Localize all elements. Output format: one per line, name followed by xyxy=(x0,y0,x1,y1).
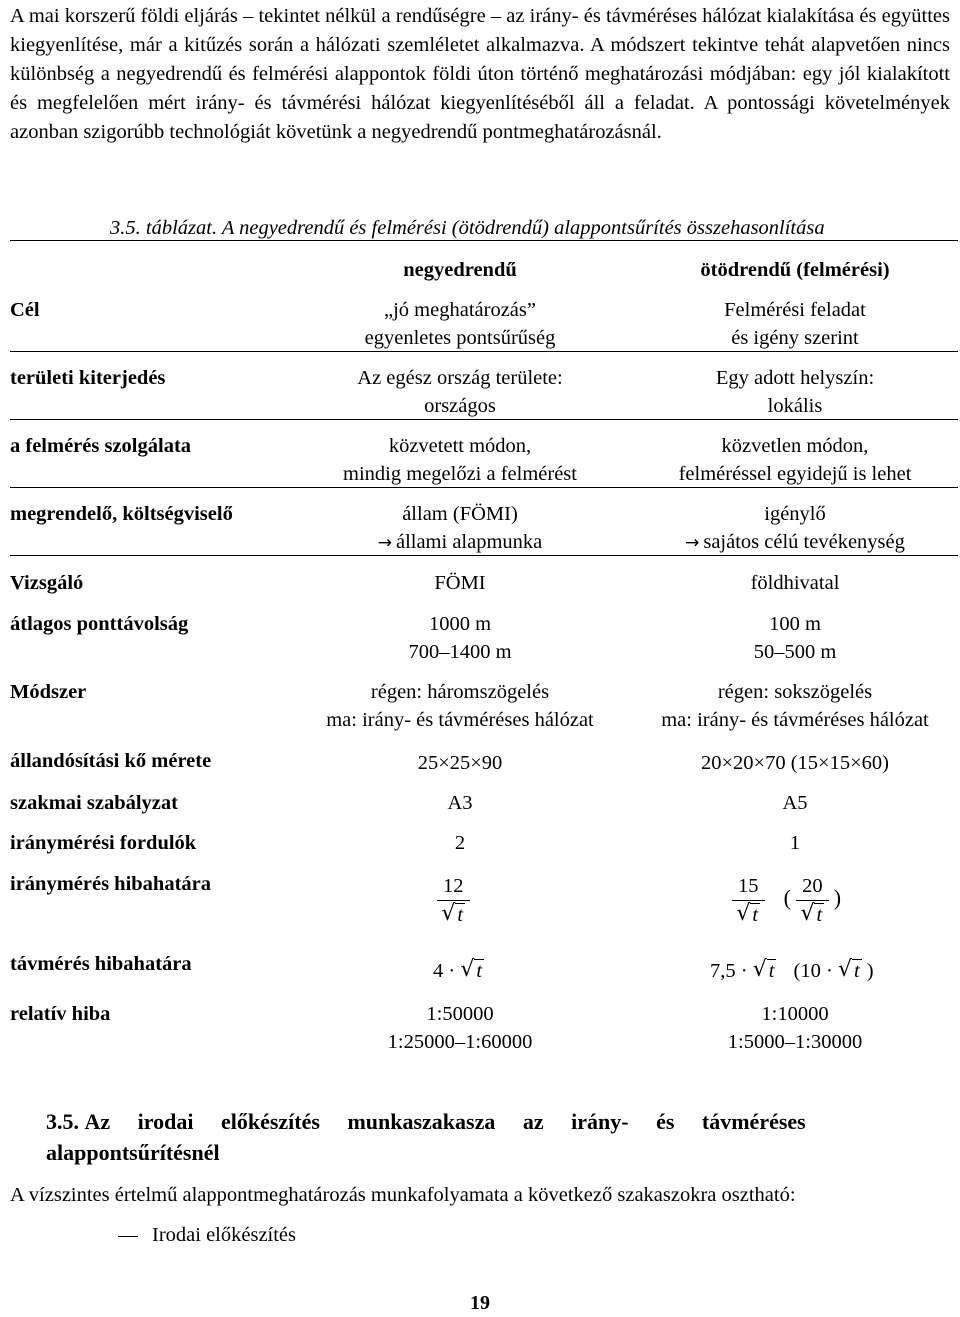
fraction-denominator xyxy=(796,901,829,929)
sqrt-symbol xyxy=(838,957,862,985)
row-label-vizsgalo: Vizsgáló xyxy=(10,572,84,594)
cell-vizsgalo-col1: FÖMI xyxy=(434,572,486,594)
cell-line: ma: irány- és távméréses hálózat xyxy=(661,709,929,731)
cell-line: országos xyxy=(424,395,496,417)
cell-megrendelo-col2 xyxy=(630,500,960,557)
multiply-dot: · xyxy=(740,960,748,982)
sqrt-symbol xyxy=(753,957,777,985)
cell-ko-merete-col1: 25×25×90 xyxy=(417,752,503,774)
cell-megrendelo-col1 xyxy=(300,500,620,557)
coefficient: 4 xyxy=(433,960,444,982)
radicand: t xyxy=(752,904,759,926)
cell-ko-merete-col2: 20×20×70 (15×15×60) xyxy=(700,752,890,774)
cell-modszer-col2 xyxy=(630,678,960,734)
cell-line: 1:10000 xyxy=(761,1003,829,1025)
row-label-tavmeres-hibahatara: távmérés hibahatára xyxy=(10,953,192,975)
close-paren: ) xyxy=(833,885,842,911)
cell-line: „jó meghatározás” xyxy=(384,299,536,321)
cell-line: 1:5000–1:30000 xyxy=(727,1031,863,1053)
sqrt-symbol xyxy=(460,957,484,985)
radicand: t xyxy=(853,960,860,982)
section-paragraph: A vízszintes értelmű alappontmeghatározás munkafolyamata a következő szakaszokra osztható: xyxy=(10,1184,796,1206)
arrow-right-icon: → xyxy=(377,533,392,553)
cell-line: 100 m xyxy=(769,613,821,635)
row-divider xyxy=(10,555,958,556)
open-paren: ( xyxy=(793,960,801,982)
cell-line: ma: irány- és távméréses hálózat xyxy=(326,709,594,731)
row-label-felmeres-szolgalata: a felmérés szolgálata xyxy=(10,435,192,457)
cell-vizsgalo-col2: földhivatal xyxy=(750,572,840,594)
section-heading xyxy=(46,1106,950,1168)
cell-line: egyenletes pontsűrűség xyxy=(364,327,556,349)
cell-line: és igény szerint xyxy=(731,327,859,349)
cell-fordulok-col2: 1 xyxy=(789,832,801,854)
coefficient: 7,5 xyxy=(710,960,736,982)
fraction xyxy=(796,872,829,929)
sqrt-symbol xyxy=(441,901,465,929)
cell-line: régen: sokszögelés xyxy=(717,681,873,703)
cell-line: 1:50000 xyxy=(426,1003,494,1025)
section-number: 3.5. xyxy=(46,1109,79,1134)
cell-szolgalat-col2 xyxy=(630,432,960,488)
cell-line: igénylő xyxy=(764,503,826,525)
cell-szolgalat-col1 xyxy=(300,432,620,488)
formula-tavmeres-col1 xyxy=(433,957,484,985)
row-divider xyxy=(10,487,958,488)
cell-line: közvetlen módon, xyxy=(721,435,869,457)
formula-iranymeres-col1 xyxy=(437,872,470,929)
cell-line: Egy adott helyszín: xyxy=(715,367,875,389)
section-title: Az irodai előkészítés munkaszakasza az irány- és távméréses alappontsűrítésnél xyxy=(46,1109,806,1165)
cell-line: 1:25000–1:60000 xyxy=(387,1031,533,1053)
cell-relativ-hiba-col2 xyxy=(630,1000,960,1056)
fraction xyxy=(437,872,470,929)
cell-relativ-hiba-col1 xyxy=(300,1000,620,1056)
row-label-atlagos-ponttavolsag: átlagos ponttávolság xyxy=(10,613,189,635)
row-label-megrendelo: megrendelő, költségviselő xyxy=(10,503,233,525)
intro-paragraph: A mai korszerű földi eljárás – tekintet nélkül a rendűségre – az irány- és távméréses hálózat kialakítása és együttes kiegyenlítése, már a kitűzés során a hálózati szemléletet alkalmazva. A módszert tekintve tehát alapvetően nincs különbség a negyedrendű és felmérési alappontok földi úton történő meghatározási módjában: egy jól kialakított és megfelelően mért irány- és távmérési hálózat kiegyenlítéséből áll a feladat. A pontossági követelmények azonban szigorúbb technológiát követünk a negyedrendű pontmeghatározásnál. xyxy=(10,5,950,143)
fraction-numerator: 12 xyxy=(437,872,470,901)
cell-line: Felmérési feladat xyxy=(724,299,866,321)
row-label-teruleti-kiterjedes: területi kiterjedés xyxy=(10,367,166,389)
formula-iranymeres-col2 xyxy=(732,872,841,929)
cell-line xyxy=(630,528,960,557)
sqrt-symbol xyxy=(800,901,824,929)
row-label-modszer: Módszer xyxy=(10,681,87,703)
dash-bullet-icon xyxy=(118,1236,138,1237)
cell-line: állam (FÖMI) xyxy=(402,503,518,525)
cell-cel-col1 xyxy=(300,296,620,352)
radicand: t xyxy=(476,960,483,982)
cell-text: állami alapmunka xyxy=(395,531,543,553)
cell-line: 50–500 m xyxy=(753,641,837,663)
list-item xyxy=(118,1221,296,1249)
cell-ponttavolsag-col1 xyxy=(300,610,620,666)
row-label-relativ-hiba: relatív hiba xyxy=(10,1003,111,1025)
formula-tavmeres-col2 xyxy=(710,957,874,985)
close-paren: ) xyxy=(866,960,874,982)
col-header-otodrendu: ötödrendű (felmérési) xyxy=(700,259,890,281)
fraction-numerator: 20 xyxy=(796,872,829,901)
fraction-denominator xyxy=(732,901,765,929)
cell-szabalyzat-col1: A3 xyxy=(447,792,473,814)
list-item-label: Irodai előkészítés xyxy=(152,1224,297,1246)
cell-line: 1000 m xyxy=(428,613,492,635)
fraction-denominator xyxy=(437,901,470,929)
row-label-szakmai-szabalyzat: szakmai szabályzat xyxy=(10,792,178,814)
cell-line: Az egész ország területe: xyxy=(357,367,563,389)
row-label-ko-merete: állandósítási kő mérete xyxy=(10,750,212,772)
cell-line xyxy=(300,528,620,557)
row-label-iranymeres-hibahatara: iránymérés hibahatára xyxy=(10,873,211,895)
cell-line: lokális xyxy=(767,395,823,417)
cell-terulet-col2 xyxy=(630,364,960,420)
page-number: 19 xyxy=(470,1292,490,1314)
fraction-numerator: 15 xyxy=(732,872,765,901)
row-label-irnymeresi-fordulok: iránymérési fordulók xyxy=(10,832,197,854)
table-caption: 3.5. táblázat. A negyedrendű és felmérési (ötödrendű) alappontsűrítés összehasonlítása xyxy=(110,217,825,239)
col-header-negyedrendu: negyedrendű xyxy=(403,259,517,281)
coefficient: 10 xyxy=(800,960,821,982)
row-label-cel: Cél xyxy=(10,299,40,321)
row-divider xyxy=(10,351,958,352)
cell-cel-col2 xyxy=(630,296,960,352)
cell-line: mindig megelőzi a felmérést xyxy=(343,463,577,485)
cell-line: 700–1400 m xyxy=(408,641,512,663)
cell-ponttavolsag-col2 xyxy=(630,610,960,666)
multiply-dot: · xyxy=(448,960,456,982)
fraction xyxy=(732,872,765,929)
sqrt-symbol xyxy=(736,901,760,929)
cell-fordulok-col1: 2 xyxy=(454,832,466,854)
multiply-dot: · xyxy=(825,960,833,982)
cell-line: régen: háromszögelés xyxy=(370,681,550,703)
cell-szabalyzat-col2: A5 xyxy=(782,792,808,814)
cell-modszer-col1 xyxy=(300,678,620,734)
cell-line: közvetett módon, xyxy=(388,435,532,457)
radicand: t xyxy=(768,960,775,982)
radicand: t xyxy=(457,904,464,926)
radicand: t xyxy=(816,904,823,926)
table-top-rule xyxy=(10,240,958,241)
cell-text: sajátos célú tevékenység xyxy=(703,531,905,553)
open-paren: ( xyxy=(783,885,791,911)
cell-line: felméréssel egyidejű is lehet xyxy=(678,463,912,485)
cell-terulet-col1 xyxy=(300,364,620,420)
row-divider xyxy=(10,419,958,420)
arrow-right-icon: → xyxy=(685,533,700,553)
